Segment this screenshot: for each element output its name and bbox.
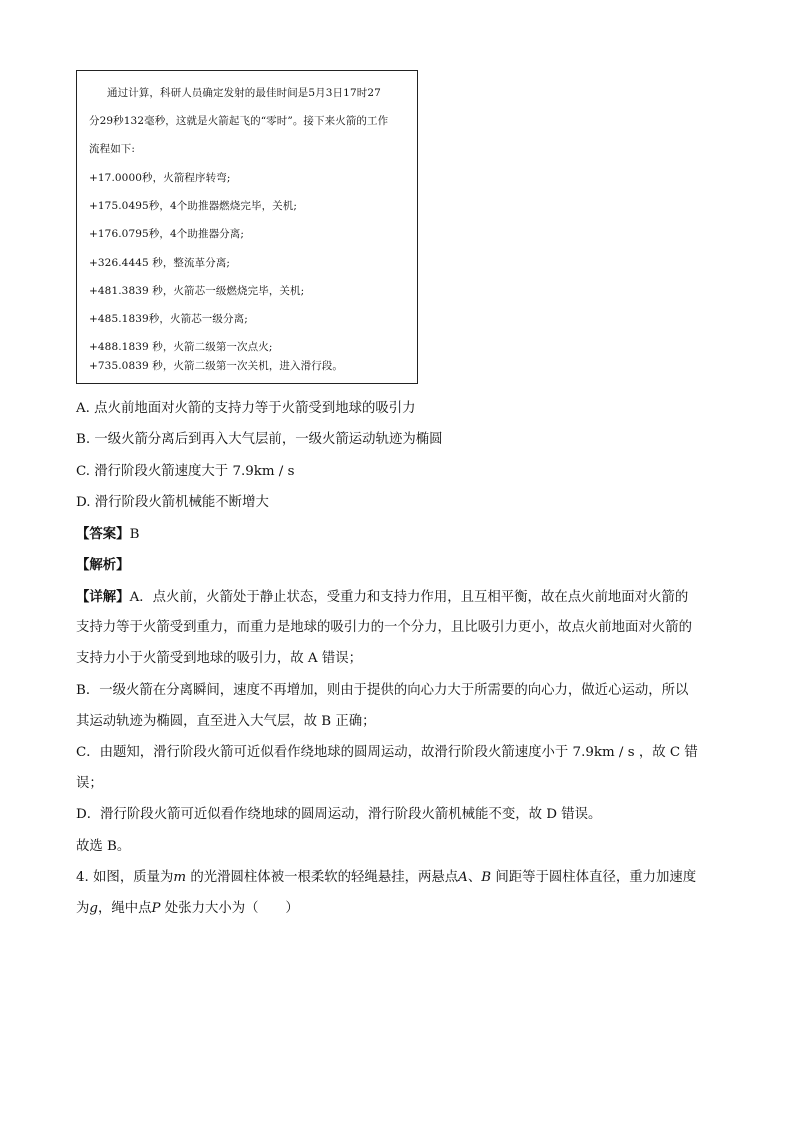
analysis-tag: 【解析】 [76, 557, 130, 573]
passage-box [76, 70, 418, 384]
question-4-line-2 [76, 900, 299, 918]
analysis-heading [76, 556, 130, 575]
q4-text: 处张力大小为（ ） [160, 901, 299, 916]
option-d: D. 滑行阶段火箭机械能不断增大 [76, 495, 269, 510]
passage-line: 通过计算，科研人员确定发射的最佳时间是5月3日17时27 [107, 87, 381, 99]
answer-line [76, 525, 139, 544]
q4-text: 为 [76, 901, 90, 916]
q4-text: ，绳中点 [97, 901, 152, 916]
detail-line: 支持力等于火箭受到重力，而重力是地球的吸引力的一个分力，且比吸引力更小，故点火前地面对火箭的 [76, 620, 692, 635]
option-c: C. 滑行阶段火箭速度大于 7.9km / s [76, 464, 295, 479]
gravity-symbol: g [89, 901, 98, 916]
detail-line: 误； [76, 776, 103, 791]
q4-text: 4. 如图，质量为 [76, 870, 174, 885]
detail-text: A．点火前，火箭处于静止状态，受重力和支持力作用，且互相平衡，故在点火前地面对火箭的 [129, 590, 689, 605]
passage-line: +735.0839 秒，火箭二级第一次关机，进入滑行段。 [89, 360, 344, 372]
detail-line: D．滑行阶段火箭可近似看作绕地球的圆周运动，滑行阶段火箭机械能不变，故 D 错误。 [76, 807, 602, 822]
q4-sep: 、 [467, 870, 482, 885]
option-a: A. 点火前地面对火箭的支持力等于火箭受到地球的吸引力 [76, 401, 416, 416]
q4-text: 的光滑圆柱体被一根柔软的轻绳悬挂，两悬点 [186, 870, 459, 885]
passage-line: +176.0795秒，4个助推器分离; [89, 228, 245, 240]
q4-text: 间距等于圆柱体直径，重力加速度 [491, 870, 697, 885]
passage-line: +481.3839 秒，火箭芯一级燃烧完毕，关机; [89, 285, 305, 297]
detail-line: 故选 B。 [76, 839, 131, 854]
detail-line [76, 588, 688, 607]
passage-line: +485.1839秒，火箭芯一级分离; [89, 313, 248, 325]
detail-line: B．一级火箭在分离瞬间，速度不再增加，则由于提供的向心力大于所需要的向心力，做近心运动，所以 [76, 683, 689, 698]
point-a-symbol: A [458, 870, 468, 885]
option-b: B. 一级火箭分离后到再入大气层前，一级火箭运动轨迹为椭圆 [76, 432, 443, 447]
answer-value: B [129, 527, 140, 542]
detail-line: 其运动轨迹为椭圆，直至进入大气层，故 B 正确； [76, 714, 376, 729]
detail-line: C．由题知，滑行阶段火箭可近似看作绕地球的圆周运动，故滑行阶段火箭速度小于 7.9km / s ，故 C 错 [76, 745, 698, 760]
point-p-symbol: P [151, 901, 161, 916]
question-4-line-1 [76, 869, 696, 887]
passage-line: 流程如下: [89, 143, 136, 155]
detail-tag: 【详解】 [76, 589, 130, 605]
passage-line: +175.0495秒，4个助推器燃烧完毕，关机; [89, 200, 298, 212]
passage-line: +17.0000秒，火箭程序转弯; [89, 172, 231, 184]
point-b-symbol: B [481, 870, 492, 885]
answer-tag: 【答案】 [76, 526, 130, 542]
mass-symbol: m [173, 870, 187, 885]
passage-line: +326.4445 秒，整流革分离; [89, 257, 231, 269]
passage-line: 分29秒132毫秒，这就是火箭起飞的“零时”。接下来火箭的工作 [89, 115, 389, 127]
detail-line: 支持力小于火箭受到地球的吸引力，故 A 错误； [76, 651, 362, 666]
passage-line: +488.1839 秒，火箭二级第一次点火; [89, 341, 273, 353]
